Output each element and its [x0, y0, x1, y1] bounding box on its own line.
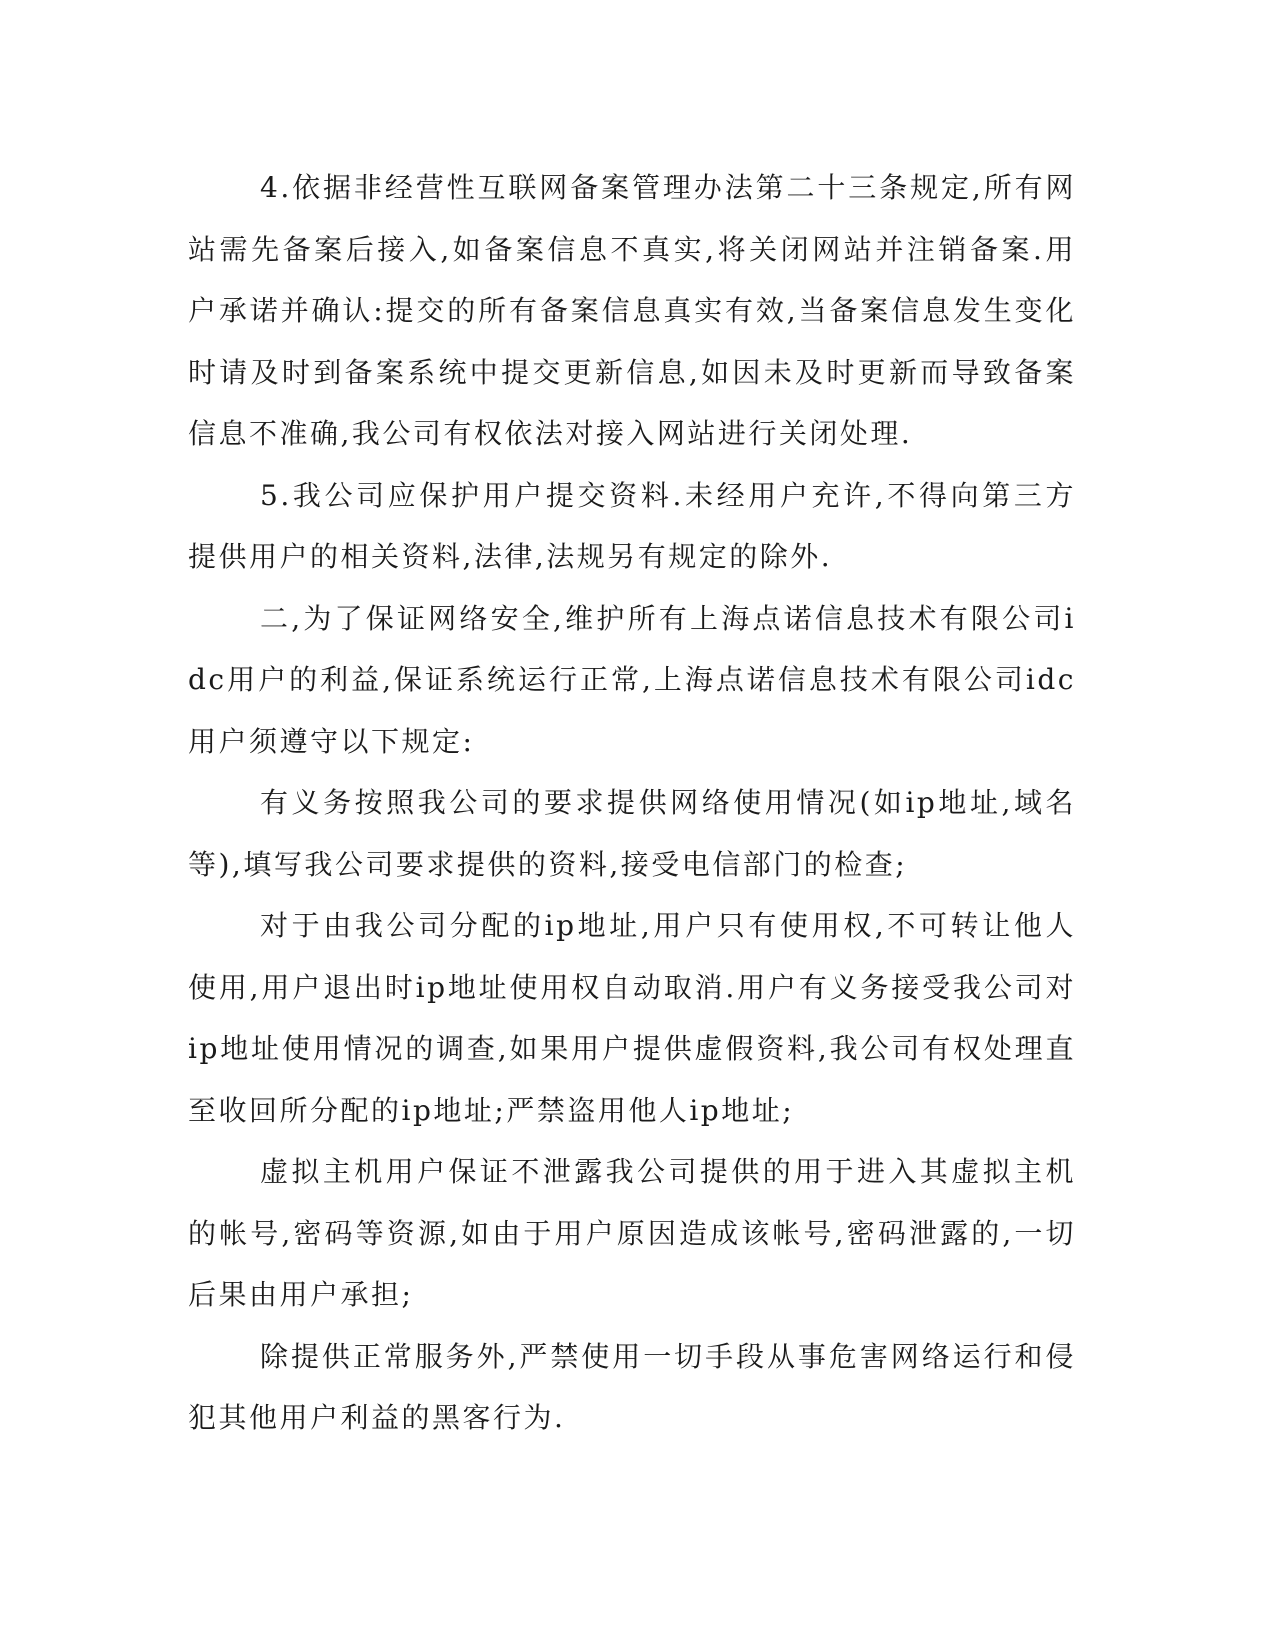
paragraph-7: 除提供正常服务外,严禁使用一切手段从事危害网络运行和侵犯其他用户利益的黑客行为. [188, 1339, 1076, 1434]
paragraph-2: 5.我公司应保护用户提交资料.未经用户充许,不得向第三方提供用户的相关资料,法律,法规另有规定的除外. [188, 478, 1076, 573]
paragraph-1: 4.依据非经营性互联网备案管理办法第二十三条规定,所有网站需先备案后接入,如备案信息不真实,将关闭网站并注销备案.用户承诺并确认:提交的所有备案信息真实有效,当备案信息发生变化时请及时到备案系统中提交更新信息,如因未及时更新而导致备案信息不准确,我公司有权依法对接入网站进行关闭处理. [188, 171, 1076, 450]
paragraph-6: 虚拟主机用户保证不泄露我公司提供的用于进入其虚拟主机的帐号,密码等资源,如由于用户原因造成该帐号,密码泄露的,一切后果由用户承担; [188, 1155, 1076, 1311]
paragraph-3: 二,为了保证网络安全,维护所有上海点诺信息技术有限公司idc用户的利益,保证系统运行正常,上海点诺信息技术有限公司idc用户须遵守以下规定: [188, 601, 1076, 758]
paragraph-4: 有义务按照我公司的要求提供网络使用情况(如ip地址,域名等),填写我公司要求提供的资料,接受电信部门的检查; [188, 786, 1076, 881]
paragraph-5: 对于由我公司分配的ip地址,用户只有使用权,不可转让他人使用,用户退出时ip地址使用权自动取消.用户有义务接受我公司对ip地址使用情况的调查,如果用户提供虚假资料,我公司有权处理直至收回所分配的ip地址;严禁盗用他人ip地址; [188, 909, 1076, 1127]
document-body [188, 157, 1076, 1449]
